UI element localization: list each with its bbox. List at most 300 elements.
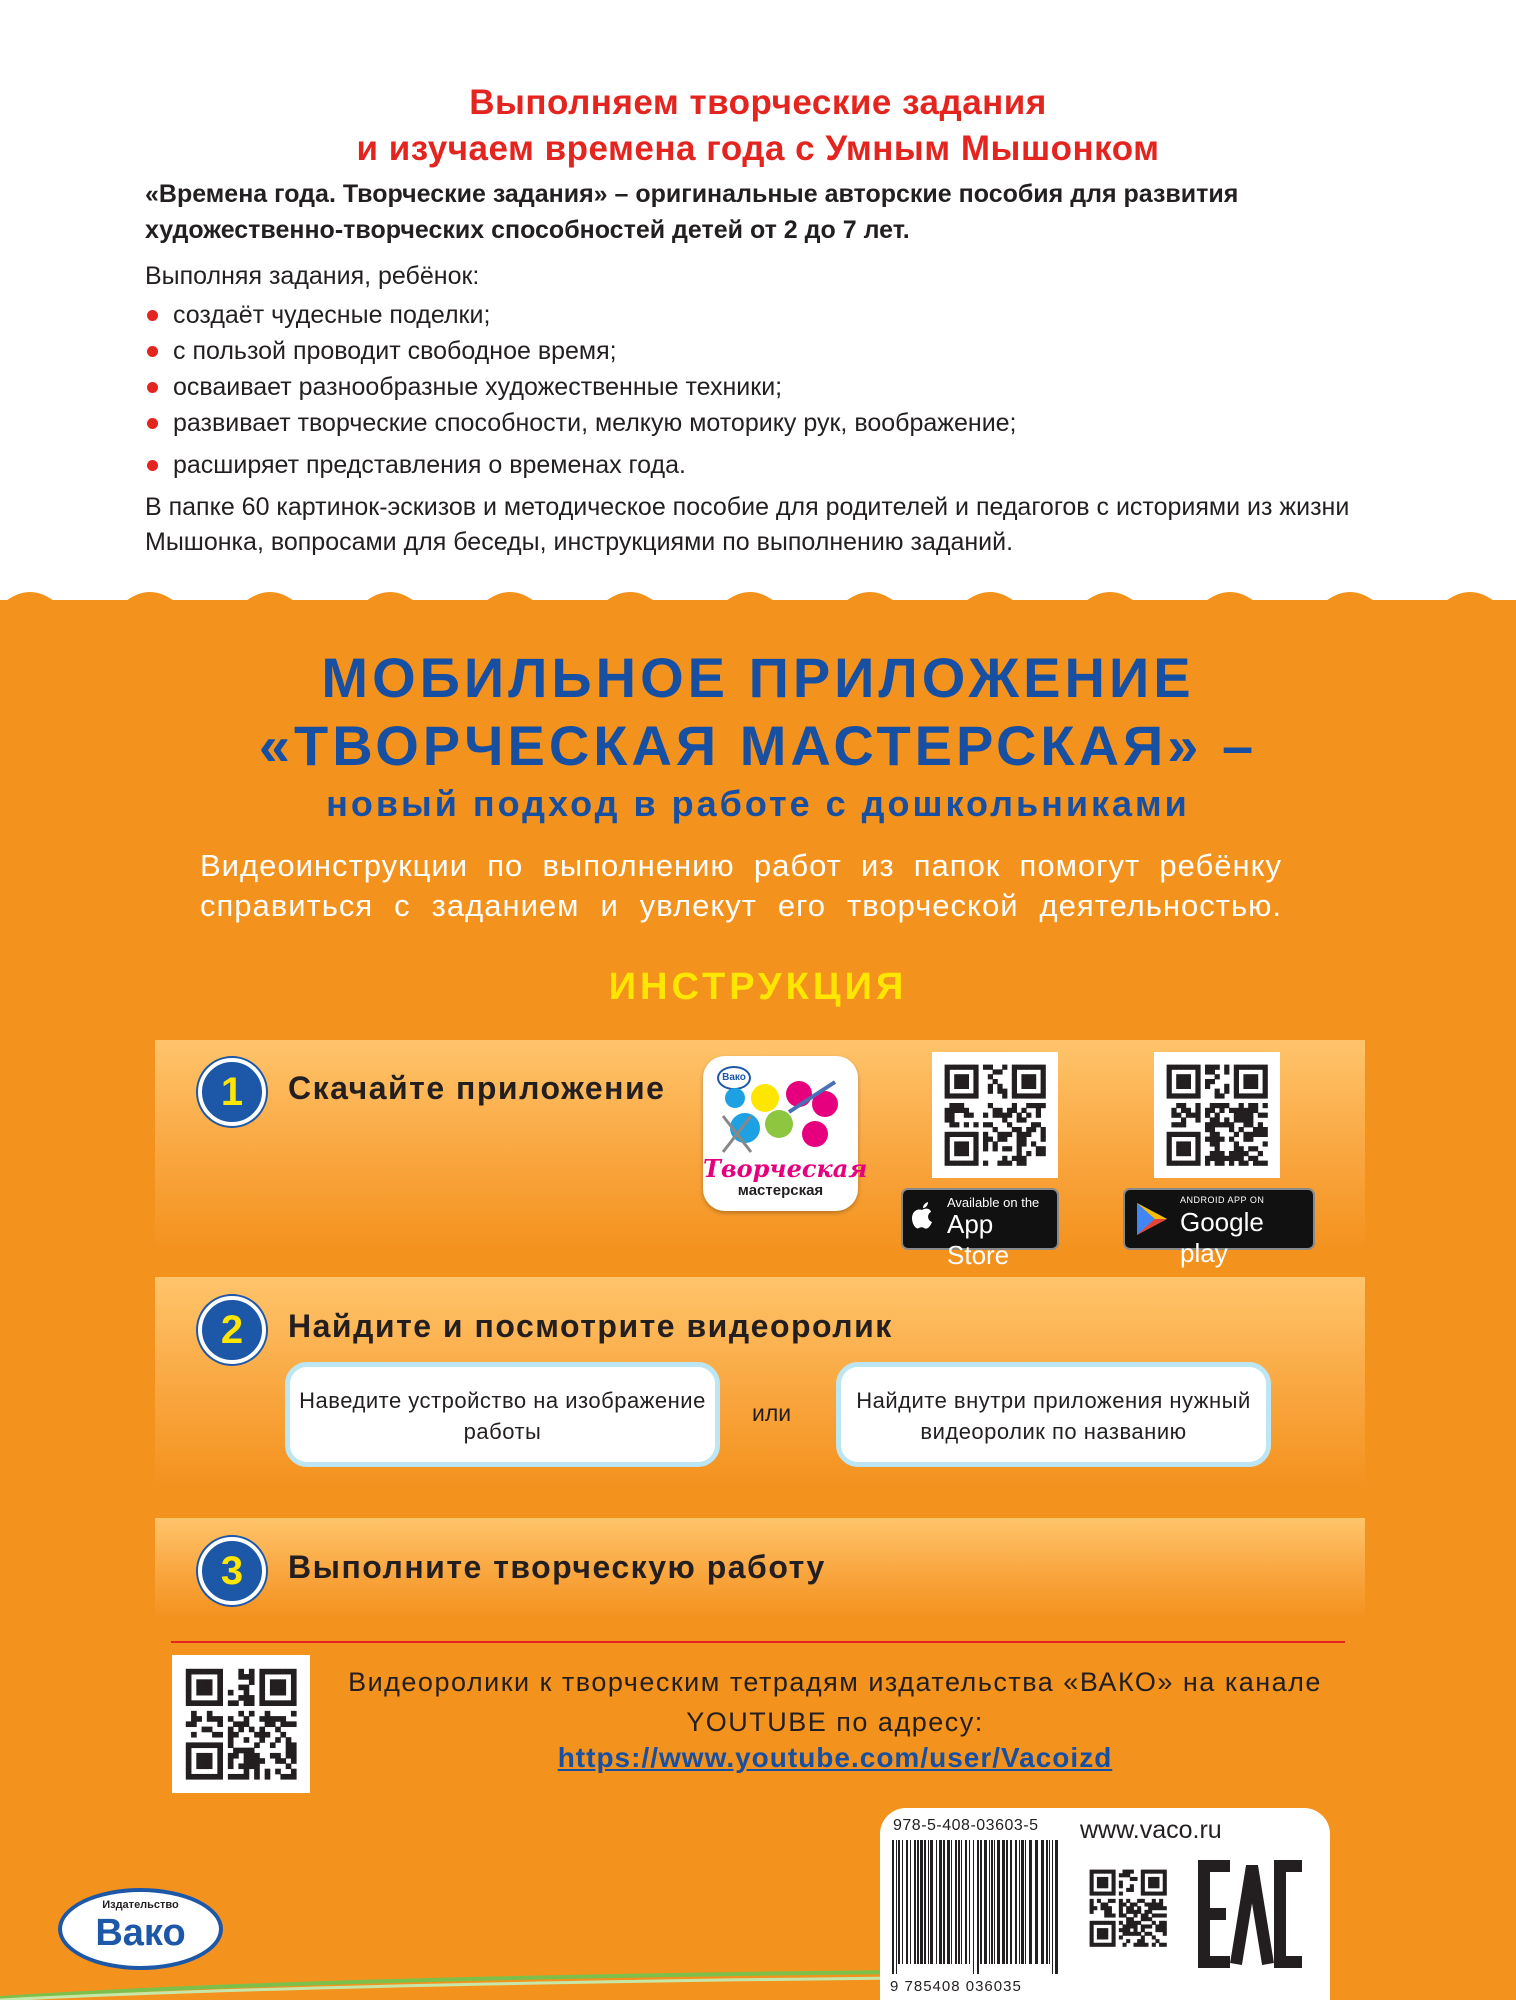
qr-module [1215,1089,1220,1094]
qr-module [1253,1132,1258,1137]
qr-module [1186,1141,1191,1146]
qr-module [1163,1928,1167,1932]
qr-module [1163,1884,1167,1888]
qr-module [275,1690,281,1696]
qr-module [1090,1935,1094,1939]
qr-module [254,1769,260,1775]
qr-module [964,1146,969,1151]
qr-module [983,1146,988,1151]
qr-module [973,1141,978,1146]
qr-module [286,1763,292,1769]
qr-module [1224,1103,1229,1108]
qr-module [1263,1084,1268,1089]
qr-module [217,1748,223,1754]
qr-module [1186,1084,1191,1089]
qr-module [286,1748,292,1754]
list-item: расширяет представления о временах года. [145,447,1017,483]
step-3-label: Выполните творческую работу [288,1549,826,1585]
qr-module [1112,1924,1116,1928]
barcode-bar [984,1840,987,1964]
vako-mini-logo: Вако [717,1066,751,1090]
qr-module [259,1716,265,1722]
qr-module [1017,1146,1022,1151]
app-store-badge[interactable] [901,1188,1059,1270]
qr-module [1243,1065,1248,1070]
qr-module [969,1132,974,1137]
qr-module [1130,1932,1134,1936]
qr-module [1090,1924,1094,1928]
youtube-link[interactable]: https://www.youtube.com/user/Vacoizd [557,1742,1113,1773]
qr-module [1026,1074,1031,1079]
qr-module [1263,1074,1268,1079]
barcode-bar [1041,1840,1044,1964]
qr-module [244,1695,250,1701]
qr-module [1167,1089,1172,1094]
qr-module [973,1069,978,1074]
qr-module [212,1774,218,1780]
qr-module [1195,1141,1200,1146]
qr-module [1248,1065,1253,1070]
qr-module [196,1700,202,1706]
qr-module [1243,1093,1248,1098]
qr-module [1041,1089,1046,1094]
qr-module [291,1685,297,1691]
qr-module [949,1103,954,1108]
qr-module [1130,1884,1134,1888]
qr-module [1181,1117,1186,1122]
qr-module [202,1700,208,1706]
qr-module [1119,1881,1123,1885]
qr-module [186,1742,192,1748]
qr-module [1126,1899,1130,1903]
qr-module [291,1669,297,1675]
qr-module [1234,1132,1239,1137]
qr-module [1012,1079,1017,1084]
step-1-label: Скачайте приложение [288,1070,666,1106]
qr-module [1112,1921,1116,1925]
qr-module [196,1679,202,1685]
qr-module [1148,1870,1152,1874]
qr-module [1253,1079,1258,1084]
qr-module [1219,1103,1224,1108]
qr-module [973,1074,978,1079]
qr-module [1148,1903,1152,1907]
qr-module [244,1763,250,1769]
qr-module [1155,1906,1159,1910]
qr-module [969,1065,974,1070]
qr-module [1215,1103,1220,1108]
qr-module [973,1079,978,1084]
qr-module [249,1679,255,1685]
qr-module [1123,1903,1127,1907]
qr-module [291,1769,297,1775]
qr-module [1012,1156,1017,1161]
qr-module [1239,1117,1244,1122]
barcode-bar [930,1840,933,1964]
qr-module [244,1774,250,1780]
qr-module [997,1113,1002,1118]
qr-module [1126,1932,1130,1936]
qr-module [1021,1137,1026,1142]
qr-module [1108,1899,1112,1903]
qr-module [196,1742,202,1748]
qr-module [244,1753,250,1759]
qr-module [249,1695,255,1701]
qr-module [1263,1079,1268,1084]
qr-module [1123,1928,1127,1932]
qr-module [1090,1910,1094,1914]
qr-module [217,1695,223,1701]
qr-module [265,1721,271,1727]
google-play-qr-code[interactable] [1154,1052,1280,1178]
qr-module [270,1690,276,1696]
qr-module [1163,1877,1167,1881]
barcode-bar [939,1840,942,1964]
qr-module [217,1674,223,1680]
qr-module [1101,1943,1105,1947]
qr-module [1090,1928,1094,1932]
qr-module [1229,1137,1234,1142]
qr-module [964,1108,969,1113]
qr-module [1012,1108,1017,1113]
qr-module [1137,1939,1141,1943]
qr-module [973,1146,978,1151]
qr-module [1195,1132,1200,1137]
qr-module [217,1716,223,1722]
qr-module [1181,1084,1186,1089]
qr-module [1163,1932,1167,1936]
qr-module [1155,1939,1159,1943]
qr-module [1036,1122,1041,1127]
qr-module [1171,1108,1176,1113]
qr-module [1186,1074,1191,1079]
qr-module [1263,1113,1268,1118]
qr-module [1163,1870,1167,1874]
qr-module [1133,1910,1137,1914]
qr-module [964,1093,969,1098]
qr-module [1163,1888,1167,1892]
qr-module [1234,1065,1239,1070]
qr-module [1101,1892,1105,1896]
qr-module [1130,1870,1134,1874]
qr-module [1141,1913,1145,1917]
qr-module [1159,1870,1163,1874]
qr-module [249,1753,255,1759]
qr-module [1101,1881,1105,1885]
qr-module [1123,1870,1127,1874]
qr-module [1012,1089,1017,1094]
qr-module [1141,1935,1145,1939]
qr-module [964,1151,969,1156]
qr-module [1152,1913,1156,1917]
qr-module [1141,1924,1145,1928]
qr-module [186,1763,192,1769]
qr-module [1141,1881,1145,1885]
qr-module [1163,1906,1167,1910]
qr-module [291,1674,297,1680]
qr-module [1130,1877,1134,1881]
qr-module [280,1690,286,1696]
barcode-bar [1049,1840,1050,1964]
youtube-qr-code[interactable] [172,1655,310,1793]
qr-module [217,1685,223,1691]
qr-module [959,1093,964,1098]
qr-module [1176,1141,1181,1146]
barcode-bar [898,1840,900,1964]
qr-module [1167,1065,1172,1070]
qr-module [1234,1108,1239,1113]
qr-module [286,1669,292,1675]
qr-module [1133,1943,1137,1947]
bullet-dot-icon [147,418,158,429]
qr-module [1097,1892,1101,1896]
qr-module [1104,1877,1108,1881]
qr-module [959,1079,964,1084]
qr-module [954,1132,959,1137]
qr-module [1234,1089,1239,1094]
qr-module [1258,1151,1263,1156]
qr-module [1101,1903,1105,1907]
qr-module [1205,1127,1210,1132]
qr-module [228,1690,234,1696]
qr-module [238,1695,244,1701]
qr-module [1090,1873,1094,1877]
qr-module [1141,1873,1145,1877]
barcode-digits: 9 785408 036035 [890,1978,1022,1995]
qr-module [1195,1065,1200,1070]
qr-module [1101,1928,1105,1932]
qr-module [249,1700,255,1706]
qr-module [1021,1132,1026,1137]
qr-module [997,1108,1002,1113]
qr-module [1210,1108,1215,1113]
divider [171,1641,1345,1643]
qr-module [1108,1910,1112,1914]
or-label: или [752,1400,792,1426]
qr-module [244,1748,250,1754]
qr-module [1163,1913,1167,1917]
qr-module [1130,1921,1134,1925]
qr-module [1186,1132,1191,1137]
qr-module [238,1711,244,1717]
qr-module [1112,1913,1116,1917]
qr-module [1036,1108,1041,1113]
qr-module [945,1137,950,1142]
qr-module [291,1700,297,1706]
qr-module [1097,1932,1101,1936]
qr-module [1002,1161,1007,1166]
qr-module [217,1758,223,1764]
qr-module [1171,1161,1176,1166]
qr-module [1148,1932,1152,1936]
qr-module [1176,1113,1181,1118]
qr-module [196,1690,202,1696]
qr-module [1041,1146,1046,1151]
qr-module [1167,1132,1172,1137]
app-store-small-text: Available on the [947,1195,1040,1210]
qr-module [949,1117,954,1122]
qr-module [964,1161,969,1166]
qr-module [191,1700,197,1706]
qr-module [1219,1093,1224,1098]
qr-module [1210,1141,1215,1146]
qr-module [254,1758,260,1764]
qr-module [1017,1127,1022,1132]
qr-module [1148,1884,1152,1888]
appstore-qr-code[interactable] [932,1052,1058,1178]
barcode-bar [914,1840,916,1964]
qr-module [1104,1921,1108,1925]
qr-module [186,1674,192,1680]
qr-module [1112,1935,1116,1939]
qr-module [1181,1161,1186,1166]
qr-module [238,1674,244,1680]
qr-module [1176,1151,1181,1156]
qr-module [1195,1074,1200,1079]
qr-module [228,1753,234,1759]
qr-module [1031,1084,1036,1089]
qr-module [1159,1943,1163,1947]
qr-module [1101,1921,1105,1925]
qr-module [1176,1132,1181,1137]
qr-module [1036,1093,1041,1098]
qr-module [1012,1065,1017,1070]
qr-module [954,1093,959,1098]
qr-module [1101,1906,1105,1910]
qr-module [1130,1903,1134,1907]
qr-module [1181,1079,1186,1084]
qr-module [1152,1892,1156,1896]
qr-module [945,1093,950,1098]
qr-module [973,1137,978,1142]
qr-module [1234,1093,1239,1098]
qr-module [186,1769,192,1775]
qr-module [196,1716,202,1722]
qr-module [275,1727,281,1733]
qr-module [997,1084,1002,1089]
barcode-bar [910,1840,911,1964]
qr-module [1263,1141,1268,1146]
qr-module [983,1141,988,1146]
qr-module [997,1137,1002,1142]
qr-module [988,1122,993,1127]
qr-module [217,1721,223,1727]
qr-module [964,1065,969,1070]
app-icon[interactable] [703,1056,868,1211]
barcode-bar [892,1840,894,1974]
qr-module [1097,1884,1101,1888]
qr-module [964,1141,969,1146]
qr-module [1144,1932,1148,1936]
qr-module [945,1089,950,1094]
qr-module [945,1074,950,1079]
qr-module [249,1748,255,1754]
qr-module [1263,1132,1268,1137]
qr-module [1090,1892,1094,1896]
qr-module [286,1753,292,1759]
barcode-bar [917,1840,919,1964]
qr-module [186,1700,192,1706]
qr-module [1017,1137,1022,1142]
barcode-bar [965,1840,967,1964]
qr-module [212,1700,218,1706]
qr-module [1186,1146,1191,1151]
qr-module [270,1721,276,1727]
qr-module [244,1737,250,1743]
qr-module [1239,1113,1244,1118]
qr-module [973,1156,978,1161]
barcode-bar [955,1840,957,1964]
qr-module [1104,1913,1108,1917]
qr-module [1210,1132,1215,1137]
qr-module [1205,1113,1210,1118]
qr-module [1126,1870,1130,1874]
qr-module [1243,1074,1248,1079]
app-heading-line2: «ТВОРЧЕСКАЯ МАСТЕРСКАЯ» – [258,714,1258,777]
qr-module [1210,1122,1215,1127]
list-item: осваивает разнообразные художественные техники; [145,369,1017,405]
qr-module [969,1161,974,1166]
qr-module [1159,1892,1163,1896]
qr-module [1229,1127,1234,1132]
barcode-bar [1035,1840,1038,1964]
qr-module [270,1700,276,1706]
qr-module [1224,1084,1229,1089]
qr-module [1104,1870,1108,1874]
qr-module [1133,1924,1137,1928]
qr-module [1243,1079,1248,1084]
youtube-description: Видеоролики к творческим тетрадям издательства «ВАКО» на канале YOUTUBE по адресу: [348,1667,1322,1737]
benefits-list [145,297,1017,483]
qr-module [1167,1069,1172,1074]
qr-module [1112,1873,1116,1877]
qr-module [1234,1151,1239,1156]
qr-module [1176,1093,1181,1098]
qr-module [1041,1069,1046,1074]
qr-module [1181,1108,1186,1113]
qr-module [1205,1079,1210,1084]
qr-module [1215,1122,1220,1127]
qr-module [1021,1108,1026,1113]
qr-module [1215,1146,1220,1151]
qr-module [1205,1069,1210,1074]
qr-module [1141,1877,1145,1881]
google-play-badge[interactable] [1123,1188,1315,1268]
qr-module [217,1679,223,1685]
qr-module [949,1113,954,1118]
qr-module [983,1065,988,1070]
qr-module [1195,1103,1200,1108]
barcode-bar [1021,1840,1024,1964]
qr-module [1195,1113,1200,1118]
qr-module [1195,1069,1200,1074]
qr-module [1215,1065,1220,1070]
qr-module [1144,1892,1148,1896]
qr-module [259,1669,265,1675]
qr-module [191,1742,197,1748]
qr-module [186,1695,192,1701]
footer-qr-code[interactable] [1080,1860,1176,1956]
qr-module [186,1753,192,1759]
qr-module [993,1146,998,1151]
step-3-number: 3 [198,1537,266,1605]
qr-module [1126,1873,1130,1877]
qr-module [217,1774,223,1780]
qr-module [1141,1892,1145,1896]
publisher-logo [58,1888,223,1970]
barcode-bar [951,1840,952,1964]
qr-module [254,1732,260,1738]
